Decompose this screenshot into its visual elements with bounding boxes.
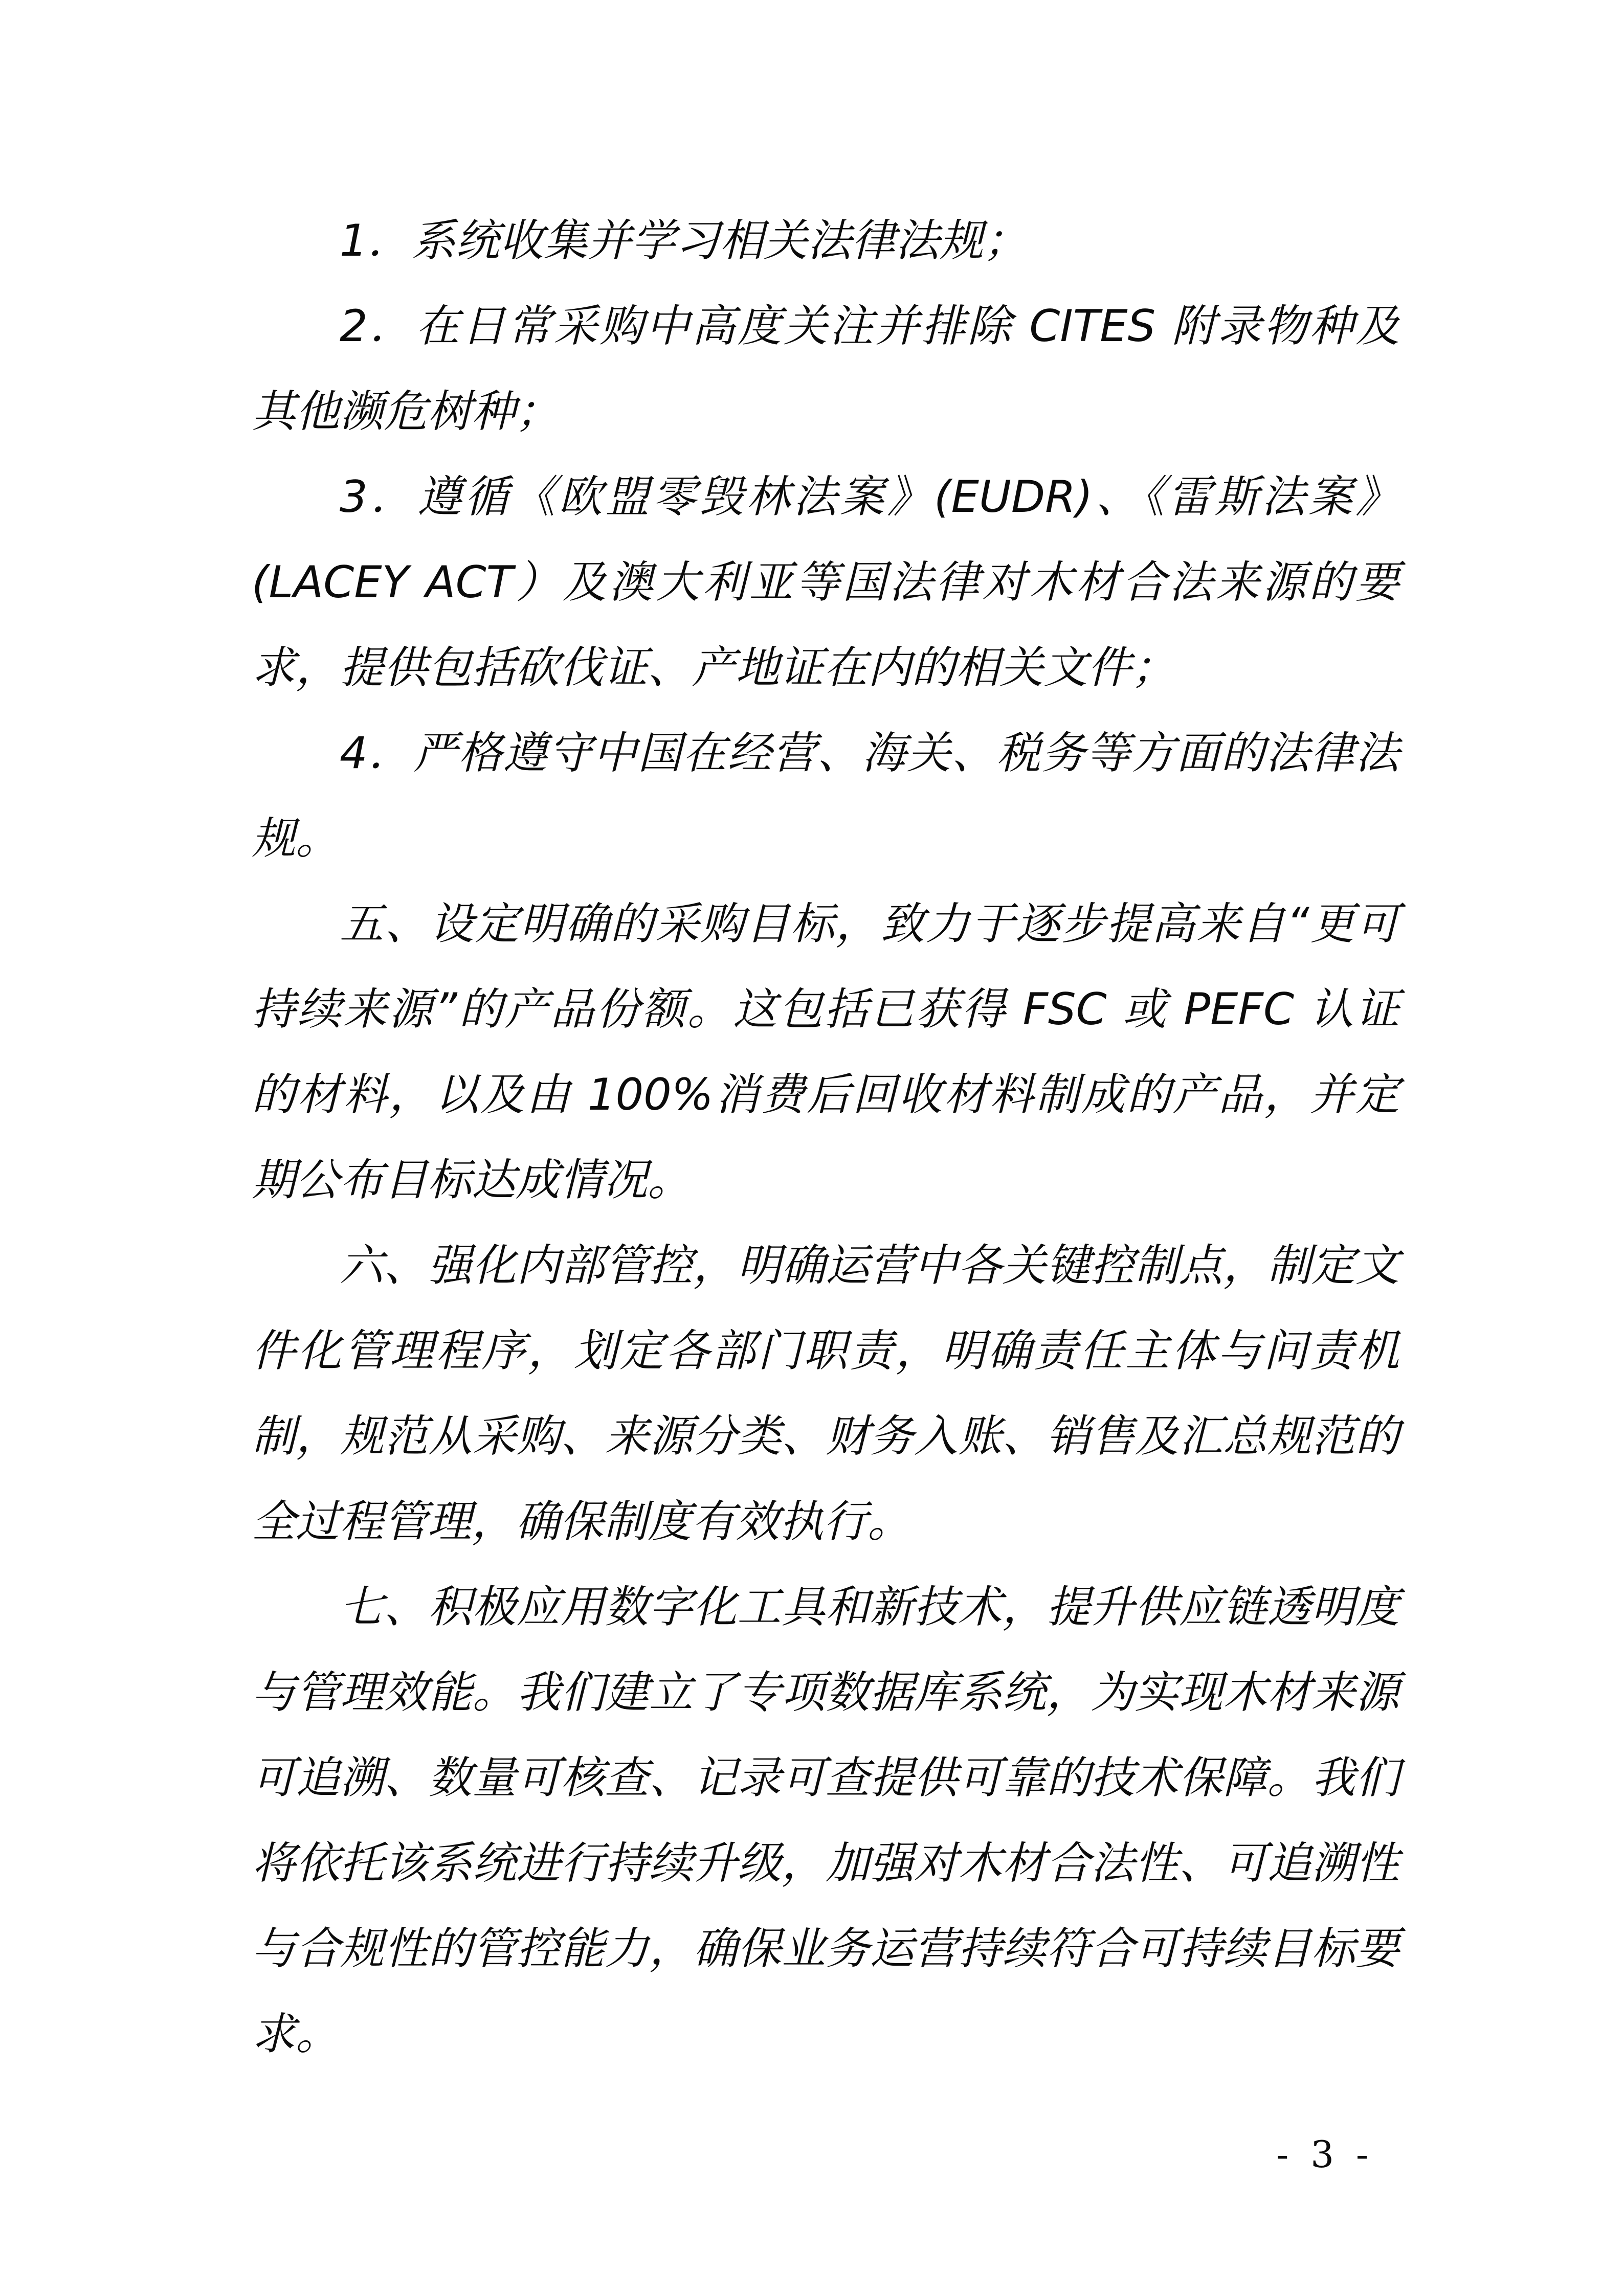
paragraph-item-1: 1．系统收集并学习相关法律法规； xyxy=(340,215,1028,266)
paragraph-item-6: 六、强化内部管控，明确运营中各关键控制点，制定文件化管理程序，划定各部门职责，明确责任主体与问责机制，规范从采购、来源分类、财务入账、销售及汇总规范的全过程管理，确保制度有效执行。 xyxy=(252,1240,1399,1547)
paragraph-item-5: 五、设定明确的采购目标，致力于逐步提高来自“更可持续来源”的产品份额。这包括已获得 FSC 或 PEFC 认证的材料，以及由 100%消费后回收材料制成的产品，并定期公布目标达成情况。 xyxy=(252,898,1399,1206)
page-number: - 3 - xyxy=(1276,2133,1374,2176)
paragraph-item-4: 4．严格遵守中国在经营、海关、税务等方面的法律法规。 xyxy=(252,728,1399,864)
paragraph-item-7: 七、积极应用数字化工具和新技术，提升供应链透明度与管理效能。我们建立了专项数据库系统，为实现木材来源可追溯、数量可核查、记录可查提供可靠的技术保障。我们将依托该系统进行持续升级，加强对木材合法性、可追溯性与合规性的管控能力，确保业务运营持续符合可持续目标要求。 xyxy=(252,1582,1399,2060)
document-body-text xyxy=(252,198,1399,2077)
paragraph-item-3: 3．遵循《欧盟零毁林法案》(EUDR)、《雷斯法案》(LACEY ACT）及澳大利亚等国法律对木材合法来源的要求，提供包括砍伐证、产地证在内的相关文件； xyxy=(252,471,1399,693)
paragraph-item-2: 2．在日常采购中高度关注并排除 CITES 附录物种及其他濒危树种； xyxy=(252,301,1399,437)
